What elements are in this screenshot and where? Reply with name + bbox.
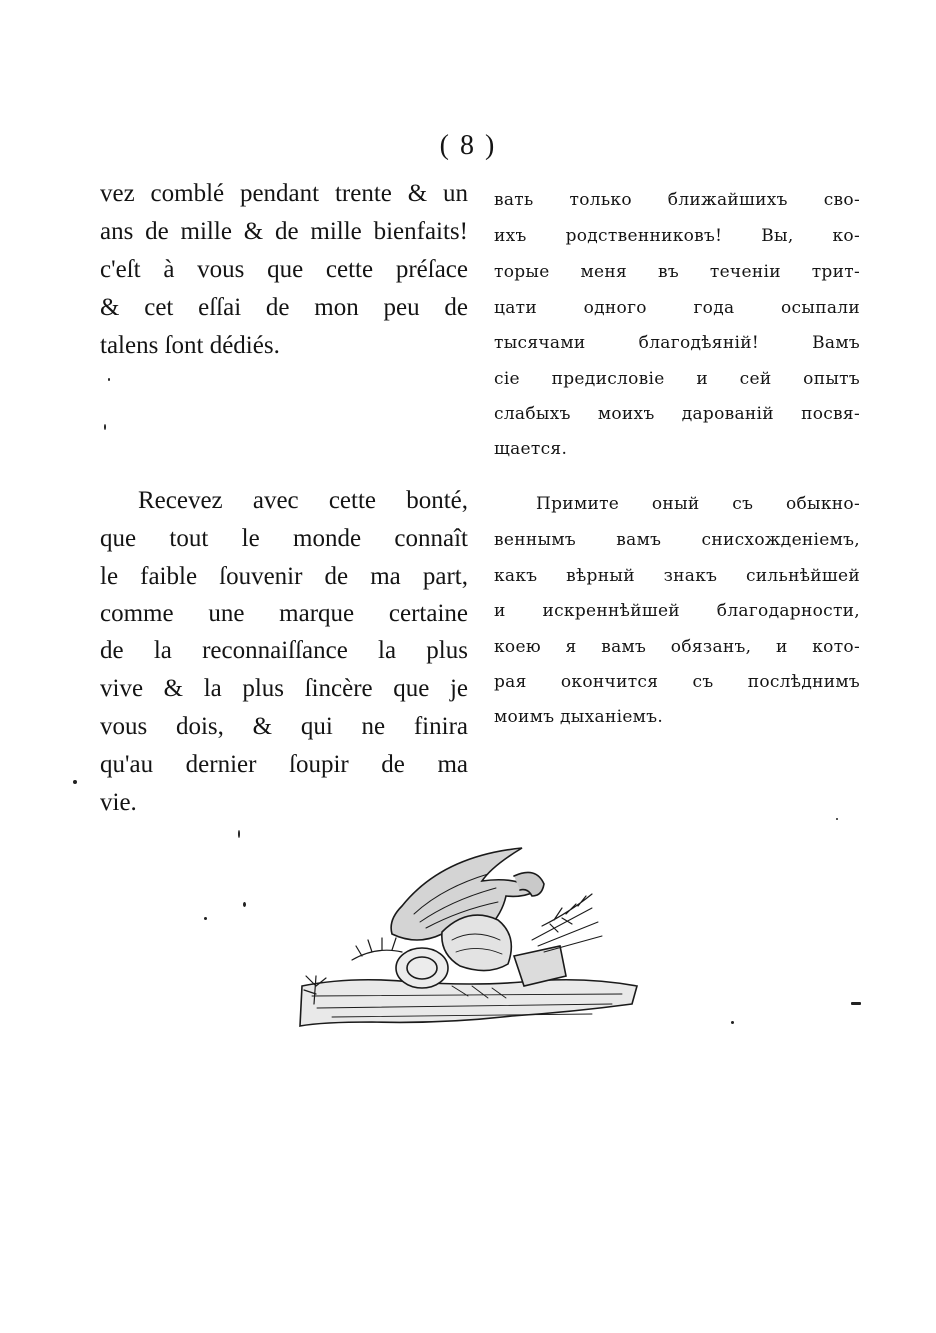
ink-speck xyxy=(731,1021,734,1024)
ink-speck xyxy=(836,818,838,820)
russian-text-line: Примите оный съ обыкно- xyxy=(536,494,860,514)
french-text-line: que tout le monde connaît xyxy=(100,525,468,552)
russian-text-line: торые меня въ теченіи трит- xyxy=(494,262,860,282)
russian-text-line: тысячами благодѣяній! Вамъ xyxy=(494,333,860,353)
french-text-line: vie. xyxy=(100,789,137,816)
ink-speck xyxy=(238,830,240,838)
french-text-line: le faible ſouvenir de ma part, xyxy=(100,563,468,590)
russian-text-line: щается. xyxy=(494,439,568,459)
russian-text-line: цати одного года осыпали xyxy=(494,298,860,318)
eagle-trophy-vignette xyxy=(292,836,642,1036)
french-text-line: vez comblé pendant trente & un xyxy=(100,180,468,207)
russian-text-line: вать только ближайшихъ сво- xyxy=(494,190,860,210)
french-text-line: vous dois, & qui ne finira xyxy=(100,713,468,740)
russian-text-line: рая окончится съ послѣднимъ xyxy=(494,672,860,692)
ink-speck xyxy=(851,1002,861,1005)
french-text-line: vive & la plus ſincère que je xyxy=(100,675,468,702)
french-text-line: ans de mille & de mille bienfaits! xyxy=(100,218,468,245)
russian-text-line: коею я вамъ обязанъ, и кото- xyxy=(494,637,860,657)
russian-text-line: ихъ родственниковъ! Вы, ко- xyxy=(494,226,860,246)
russian-text-line: сіе предисловіе и сей опытъ xyxy=(494,369,860,389)
ink-speck xyxy=(104,424,106,430)
russian-text-line: и искреннѣйшей благодарности, xyxy=(494,601,860,621)
french-text-line: de la reconnaiſſance la plus xyxy=(100,637,468,664)
russian-text-line: слабыхъ моихъ дарованій посвя- xyxy=(494,404,860,424)
russian-text-line: какъ вѣрный знакъ сильнѣйшей xyxy=(494,566,860,586)
ink-speck xyxy=(204,917,207,920)
french-text-line: talens ſont dédiés. xyxy=(100,332,280,359)
ink-speck xyxy=(243,902,246,907)
russian-text-line: веннымъ вамъ снисхожденіемъ, xyxy=(494,530,860,550)
french-text-line: qu'au dernier ſoupir de ma xyxy=(100,751,468,778)
ink-speck xyxy=(108,378,110,381)
french-text-line: & cet eſſai de mon peu de xyxy=(100,294,468,321)
ink-speck xyxy=(73,780,77,784)
french-text-line: comme une marque certaine xyxy=(100,600,468,627)
french-text-line: Recevez avec cette bonté, xyxy=(138,487,468,514)
russian-text-line: моимъ дыханіемъ. xyxy=(494,707,664,727)
page-number: ( 8 ) xyxy=(439,130,497,161)
french-text-line: c'eſt à vous que cette préſace xyxy=(100,256,468,283)
